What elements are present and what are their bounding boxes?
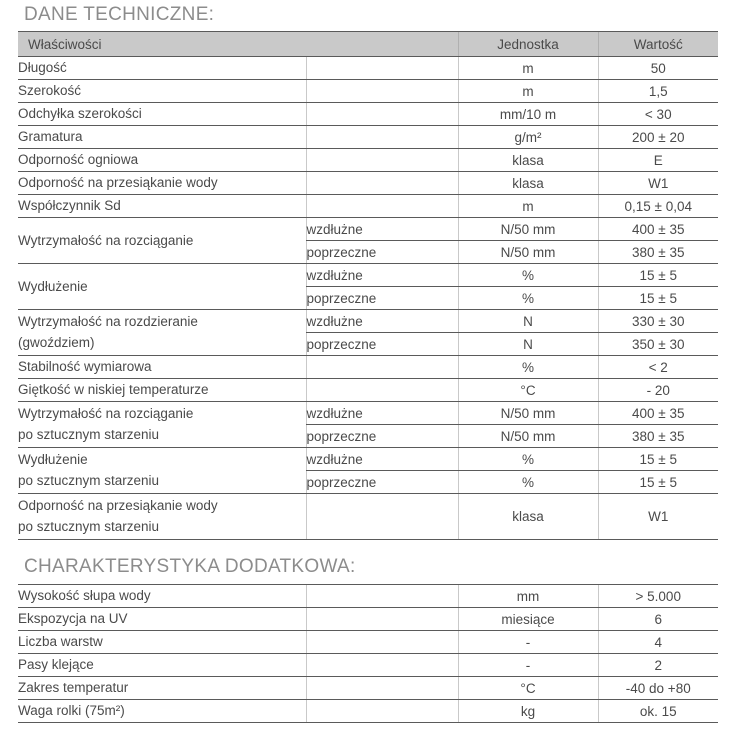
cell-property: Odporność na przesiąkanie wody — [18, 172, 306, 195]
cell-value: < 2 — [598, 356, 718, 379]
cell-unit: N/50 mm — [458, 241, 598, 264]
table-row — [18, 631, 718, 654]
cell-unit: g/m² — [458, 126, 598, 149]
technical-data-body — [18, 57, 718, 540]
cell-unit: mm/10 m — [458, 103, 598, 126]
cell-unit: % — [458, 448, 598, 471]
cell-unit: N/50 mm — [458, 425, 598, 448]
cell-value: 15 ± 5 — [598, 448, 718, 471]
cell-value: W1 — [598, 172, 718, 195]
cell-direction — [306, 57, 458, 80]
table-row — [18, 585, 718, 608]
table-row — [18, 218, 718, 241]
cell-property: Waga rolki (75m²) — [18, 700, 306, 723]
cell-value: 2 — [598, 654, 718, 677]
cell-value: 6 — [598, 608, 718, 631]
cell-property: Odchyłka szerokości — [18, 103, 306, 126]
cell-property-line2: po sztucznym starzeniu — [18, 472, 160, 488]
table-row — [18, 494, 718, 540]
cell-direction: wzdłużne — [306, 310, 458, 333]
cell-unit: N — [458, 310, 598, 333]
table-row — [18, 172, 718, 195]
table-row — [18, 80, 718, 103]
cell-value: > 5.000 — [598, 585, 718, 608]
cell-property: Wysokość słupa wody — [18, 585, 306, 608]
cell-unit: % — [458, 264, 598, 287]
cell-unit: klasa — [458, 149, 598, 172]
cell-value: 400 ± 35 — [598, 402, 718, 425]
table-row — [18, 700, 718, 723]
table-header — [18, 32, 718, 57]
table-header-row — [18, 32, 718, 57]
cell-property: Długość — [18, 57, 306, 80]
cell-direction — [306, 103, 458, 126]
cell-unit: N/50 mm — [458, 218, 598, 241]
cell-property — [18, 448, 306, 494]
cell-value: < 30 — [598, 103, 718, 126]
cell-value: 15 ± 5 — [598, 471, 718, 494]
cell-property-line1: Wytrzymałość na rozdzieranie — [18, 314, 198, 330]
page-title-dane-techniczne: DANE TECHNICZNE: — [24, 4, 215, 25]
cell-value: 15 ± 5 — [598, 264, 718, 287]
cell-value: 400 ± 35 — [598, 218, 718, 241]
table-row — [18, 103, 718, 126]
cell-value: 0,15 ± 0,04 — [598, 195, 718, 218]
cell-unit: mm — [458, 585, 598, 608]
cell-unit: m — [458, 195, 598, 218]
cell-unit: - — [458, 631, 598, 654]
cell-property: Współczynnik Sd — [18, 195, 306, 218]
cell-direction: poprzeczne — [306, 425, 458, 448]
table-row — [18, 448, 718, 471]
cell-property: Stabilność wymiarowa — [18, 356, 306, 379]
additional-characteristics-body — [18, 585, 718, 723]
cell-direction — [306, 654, 458, 677]
cell-unit: % — [458, 287, 598, 310]
cell-unit: m — [458, 57, 598, 80]
cell-unit: °C — [458, 379, 598, 402]
cell-unit: kg — [458, 700, 598, 723]
cell-property-line2: po sztucznym starzeniu — [18, 426, 160, 442]
table-row — [18, 379, 718, 402]
cell-direction: wzdłużne — [306, 264, 458, 287]
table-row — [18, 264, 718, 287]
cell-unit: m — [458, 80, 598, 103]
cell-unit: °C — [458, 677, 598, 700]
cell-property — [18, 402, 306, 448]
cell-direction — [306, 700, 458, 723]
cell-property — [18, 494, 306, 540]
cell-direction — [306, 149, 458, 172]
cell-value: 200 ± 20 — [598, 126, 718, 149]
cell-unit: klasa — [458, 172, 598, 195]
cell-value: 15 ± 5 — [598, 287, 718, 310]
cell-unit: klasa — [458, 494, 598, 540]
table-row — [18, 57, 718, 80]
cell-direction — [306, 356, 458, 379]
cell-direction: poprzeczne — [306, 471, 458, 494]
cell-unit: miesiące — [458, 608, 598, 631]
cell-property: Gramatura — [18, 126, 306, 149]
cell-direction — [306, 195, 458, 218]
table-row — [18, 195, 718, 218]
cell-unit: N/50 mm — [458, 402, 598, 425]
cell-value: 380 ± 35 — [598, 425, 718, 448]
cell-value: 350 ± 30 — [598, 333, 718, 356]
cell-direction — [306, 494, 458, 540]
cell-direction — [306, 379, 458, 402]
cell-direction — [306, 608, 458, 631]
cell-value: E — [598, 149, 718, 172]
cell-direction — [306, 677, 458, 700]
cell-value: 330 ± 30 — [598, 310, 718, 333]
cell-property: Szerokość — [18, 80, 306, 103]
cell-property: Pasy klejące — [18, 654, 306, 677]
cell-direction: wzdłużne — [306, 402, 458, 425]
cell-property: Wytrzymałość na rozciąganie — [18, 218, 306, 264]
cell-unit: % — [458, 471, 598, 494]
cell-value: 380 ± 35 — [598, 241, 718, 264]
cell-property: Odporność ogniowa — [18, 149, 306, 172]
cell-direction: wzdłużne — [306, 448, 458, 471]
cell-property-line1: Wydłużenie — [18, 452, 88, 468]
cell-direction — [306, 585, 458, 608]
cell-unit: N — [458, 333, 598, 356]
technical-data-table — [18, 31, 718, 540]
additional-characteristics-table — [18, 584, 718, 723]
cell-value: W1 — [598, 494, 718, 540]
cell-direction: poprzeczne — [306, 241, 458, 264]
cell-unit: - — [458, 654, 598, 677]
cell-direction: poprzeczne — [306, 333, 458, 356]
table-row — [18, 149, 718, 172]
cell-property-line2: (gwoździem) — [18, 334, 95, 350]
cell-direction — [306, 172, 458, 195]
cell-property-line1: Odporność na przesiąkanie wody — [18, 498, 218, 514]
cell-property: Liczba warstw — [18, 631, 306, 654]
cell-value: 1,5 — [598, 80, 718, 103]
cell-value: 4 — [598, 631, 718, 654]
cell-property: Ekspozycja na UV — [18, 608, 306, 631]
cell-direction: poprzeczne — [306, 287, 458, 310]
table-row — [18, 310, 718, 333]
column-header-value: Wartość — [598, 32, 718, 57]
page-title-charakterystyka-dodatkowa: CHARAKTERYSTYKA DODATKOWA: — [24, 556, 356, 577]
cell-property-line2: po sztucznym starzeniu — [18, 518, 160, 534]
cell-unit: % — [458, 356, 598, 379]
table-row — [18, 677, 718, 700]
column-header-property: Właściwości — [18, 32, 306, 57]
table-row — [18, 126, 718, 149]
cell-property — [18, 310, 306, 356]
table-row — [18, 654, 718, 677]
cell-direction — [306, 126, 458, 149]
column-header-unit: Jednostka — [458, 32, 598, 57]
column-header-direction — [306, 32, 458, 57]
cell-property: Zakres temperatur — [18, 677, 306, 700]
table-row — [18, 356, 718, 379]
cell-direction — [306, 80, 458, 103]
cell-value: -40 do +80 — [598, 677, 718, 700]
cell-property: Giętkość w niskiej temperaturze — [18, 379, 306, 402]
cell-direction: wzdłużne — [306, 218, 458, 241]
table-row — [18, 402, 718, 425]
cell-value: 50 — [598, 57, 718, 80]
cell-value: ok. 15 — [598, 700, 718, 723]
table-row — [18, 608, 718, 631]
cell-value: - 20 — [598, 379, 718, 402]
cell-property-line1: Wytrzymałość na rozciąganie — [18, 406, 194, 422]
cell-direction — [306, 631, 458, 654]
cell-property: Wydłużenie — [18, 264, 306, 310]
